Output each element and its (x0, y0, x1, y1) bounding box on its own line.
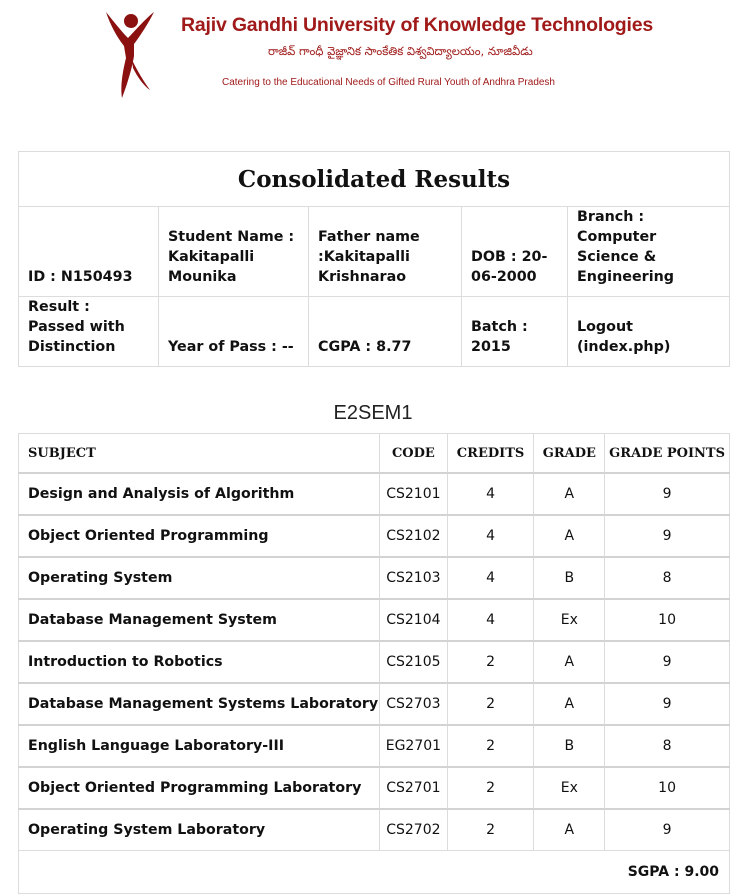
batch: Batch : 2015 (462, 297, 568, 367)
father-name: Father name :Kakitapalli Krishnarao (309, 207, 462, 297)
sgpa-value: SGPA : 9.00 (19, 851, 730, 894)
university-name-telugu: రాజీవ్ గాంధీ వైజ్ఞానిక సాంకేతిక విశ్వవిద్యాలయం, నూజివీడు (268, 44, 533, 58)
subject-grade-points: 10 (605, 767, 730, 809)
column-header-credits: CREDITS (447, 434, 534, 474)
university-header (0, 0, 746, 110)
subject-code: CS2102 (380, 515, 447, 557)
column-header-code: CODE (380, 434, 447, 474)
subject-grade: B (534, 557, 605, 599)
logout-link[interactable]: Logout (index.php) (568, 297, 730, 367)
column-header-grade: GRADE (534, 434, 605, 474)
subject-name: Operating System (19, 557, 380, 599)
year-of-pass: Year of Pass : -- (159, 297, 309, 367)
column-header-subject: SUBJECT (19, 434, 380, 474)
subject-credits: 2 (447, 641, 534, 683)
university-tagline: Catering to the Educational Needs of Gifted Rural Youth of Andhra Pradesh (222, 77, 555, 88)
branch: Branch : Computer Science & Engineering (568, 207, 730, 297)
subject-grade: A (534, 683, 605, 725)
table-row (19, 473, 730, 515)
subject-name: English Language Laboratory-III (19, 725, 380, 767)
subject-grade: A (534, 641, 605, 683)
table-row (19, 641, 730, 683)
subject-credits: 4 (447, 473, 534, 515)
sgpa-row (19, 851, 730, 894)
university-logo (104, 10, 156, 100)
table-header-row (19, 434, 730, 474)
subject-grade-points: 8 (605, 557, 730, 599)
subject-grade-points: 9 (605, 473, 730, 515)
subject-code: CS2103 (380, 557, 447, 599)
subject-code: CS2703 (380, 683, 447, 725)
semester-title: E2SEM1 (333, 402, 413, 424)
table-row (19, 557, 730, 599)
table-row (19, 725, 730, 767)
university-name: Rajiv Gandhi University of Knowledge Technologies (181, 14, 653, 36)
table-row (19, 683, 730, 725)
semester-results-table (18, 433, 730, 894)
subject-grade-points: 9 (605, 809, 730, 851)
subject-credits: 2 (447, 725, 534, 767)
subject-name: Database Management System (19, 599, 380, 641)
subject-grade: Ex (534, 767, 605, 809)
student-name: Student Name : Kakitapalli Mounika (159, 207, 309, 297)
column-header-grade-points: GRADE POINTS (605, 434, 730, 474)
student-id: ID : N150493 (19, 207, 159, 297)
subject-credits: 4 (447, 515, 534, 557)
subject-name: Design and Analysis of Algorithm (19, 473, 380, 515)
subject-name: Operating System Laboratory (19, 809, 380, 851)
subject-grade-points: 9 (605, 515, 730, 557)
subject-name: Introduction to Robotics (19, 641, 380, 683)
subject-grade: Ex (534, 599, 605, 641)
table-row (19, 515, 730, 557)
subject-grade: B (534, 725, 605, 767)
table-row (19, 599, 730, 641)
subject-code: CS2701 (380, 767, 447, 809)
subject-name: Object Oriented Programming Laboratory (19, 767, 380, 809)
subject-code: CS2104 (380, 599, 447, 641)
subject-credits: 4 (447, 599, 534, 641)
subject-grade-points: 8 (605, 725, 730, 767)
subject-credits: 2 (447, 809, 534, 851)
subject-grade-points: 9 (605, 641, 730, 683)
subject-code: EG2701 (380, 725, 447, 767)
subject-code: CS2105 (380, 641, 447, 683)
result-status: Result : Passed with Distinction (19, 297, 159, 367)
subject-name: Database Management Systems Laboratory (19, 683, 380, 725)
subject-code: CS2101 (380, 473, 447, 515)
subject-grade: A (534, 515, 605, 557)
subject-grade: A (534, 473, 605, 515)
cgpa: CGPA : 8.77 (309, 297, 462, 367)
subject-credits: 2 (447, 683, 534, 725)
subject-grade-points: 9 (605, 683, 730, 725)
table-row (19, 809, 730, 851)
subject-code: CS2702 (380, 809, 447, 851)
subject-grade: A (534, 809, 605, 851)
subject-credits: 2 (447, 767, 534, 809)
table-row (19, 767, 730, 809)
date-of-birth: DOB : 20-06-2000 (462, 207, 568, 297)
student-info-table (18, 151, 730, 367)
subject-grade-points: 10 (605, 599, 730, 641)
page-title: Consolidated Results (19, 152, 730, 207)
subject-name: Object Oriented Programming (19, 515, 380, 557)
subject-credits: 4 (447, 557, 534, 599)
